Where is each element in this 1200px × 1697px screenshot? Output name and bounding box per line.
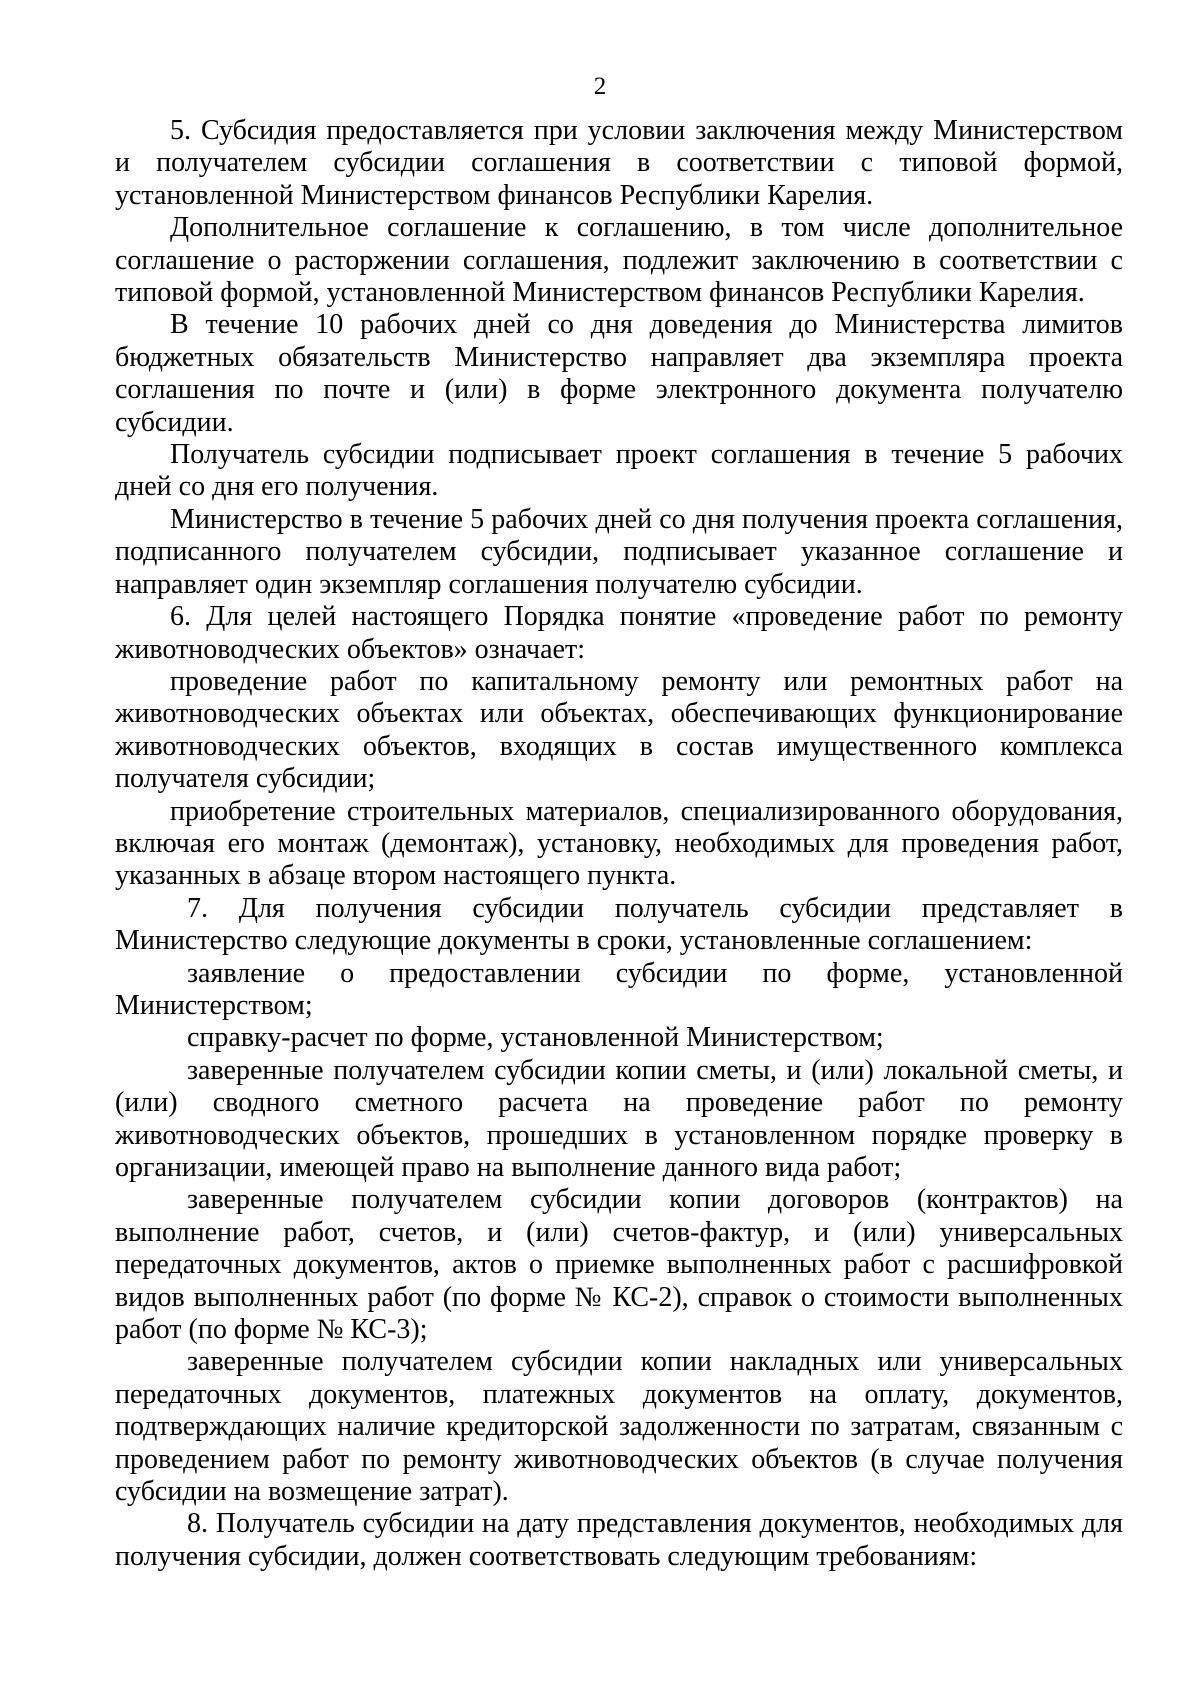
list-item-invoices: заверенные получателем субсидии копии накладных или универсальных передаточных документов, платежных документов на оплату, документов, подтверждающих наличие кредиторской задолженности по затратам, связанным с проведением работ по ремонту животноводческих объектов (в случае получения субсидии на возмещение затрат). (115, 1346, 1123, 1508)
list-item-calculation: справку-расчет по форме, установленной Министерством; (187, 1022, 884, 1054)
list-item-contracts: заверенные получателем субсидии копии договоров (контрактов) на выполнение работ, счетов, и (или) счетов-фактур, и (или) универсальных передаточных документов, актов о приемке выполненных работ с расшифровкой видов выполненных работ (по форме № КС-2), справок о стоимости выполненных работ (по форме № КС-3); (115, 1184, 1123, 1346)
list-item-estimates: заверенные получателем субсидии копии сметы, и (или) локальной сметы, и (или) сводного сметного расчета на проведение работ по ремонту животноводческих объектов, прошедших в установленном порядке проверку в организации, имеющей право на выполнение данного вида работ; (115, 1054, 1123, 1183)
document-body (115, 115, 1123, 1573)
paragraph-6-definition: 6. Для целей настоящего Порядка понятие «проведение работ по ремонту животноводческих объектов» означает: (115, 601, 1123, 665)
paragraph-7-documents: 7. Для получения субсидии получатель субсидии представляет в Министерство следующие документы в сроки, установленные соглашением: (115, 892, 1123, 957)
page-number: 2 (593, 73, 607, 100)
paragraph-recipient-signs: Получатель субсидии подписывает проект соглашения в течение 5 рабочих дней со дня его получения. (115, 439, 1123, 503)
paragraph-repair-works: проведение работ по капитальному ремонту или ремонтных работ на животноводческих объектах или объектах, обеспечивающих функционирование животноводческих объектов, входящих в состав имущественного комплекса получателя субсидии; (115, 665, 1123, 795)
list-item-application: заявление о предоставлении субсидии по форме, установленной Министерством; (115, 957, 1123, 1021)
paragraph-5-subsidy-agreement: 5. Субсидия предоставляется при условии заключения между Министерством и получателем субсидии соглашения в соответствии с типовой формой, установленной Министерством финансов Республики Карелия. (115, 115, 1123, 211)
paragraph-draft-agreement-sending: В течение 10 рабочих дней со дня доведения до Министерства лимитов бюджетных обязательств Министерство направляет два экземпляра проекта соглашения по почте и (или) в форме электронного документа получателю субсидии. (115, 309, 1123, 438)
paragraph-ministry-signs: Министерство в течение 5 рабочих дней со дня получения проекта соглашения, подписанного получателем субсидии, подписывает указанное соглашение и направляет один экземпляр соглашения получателю субсидии. (115, 503, 1123, 600)
paragraph-materials-purchase: приобретение строительных материалов, специализированного оборудования, включая его монтаж (демонтаж), установку, необходимых для проведения работ, указанных в абзаце втором настоящего пункта. (115, 795, 1123, 892)
paragraph-8-requirements: 8. Получатель субсидии на дату представления документов, необходимых для получения субсидии, должен соответствовать следующим требованиям: (115, 1508, 1123, 1572)
paragraph-additional-agreement: Дополнительное соглашение к соглашению, в том числе дополнительное соглашение о расторжении соглашения, подлежит заключению в соответствии с типовой формой, установленной Министерством финансов Республики Карелия. (115, 212, 1123, 309)
